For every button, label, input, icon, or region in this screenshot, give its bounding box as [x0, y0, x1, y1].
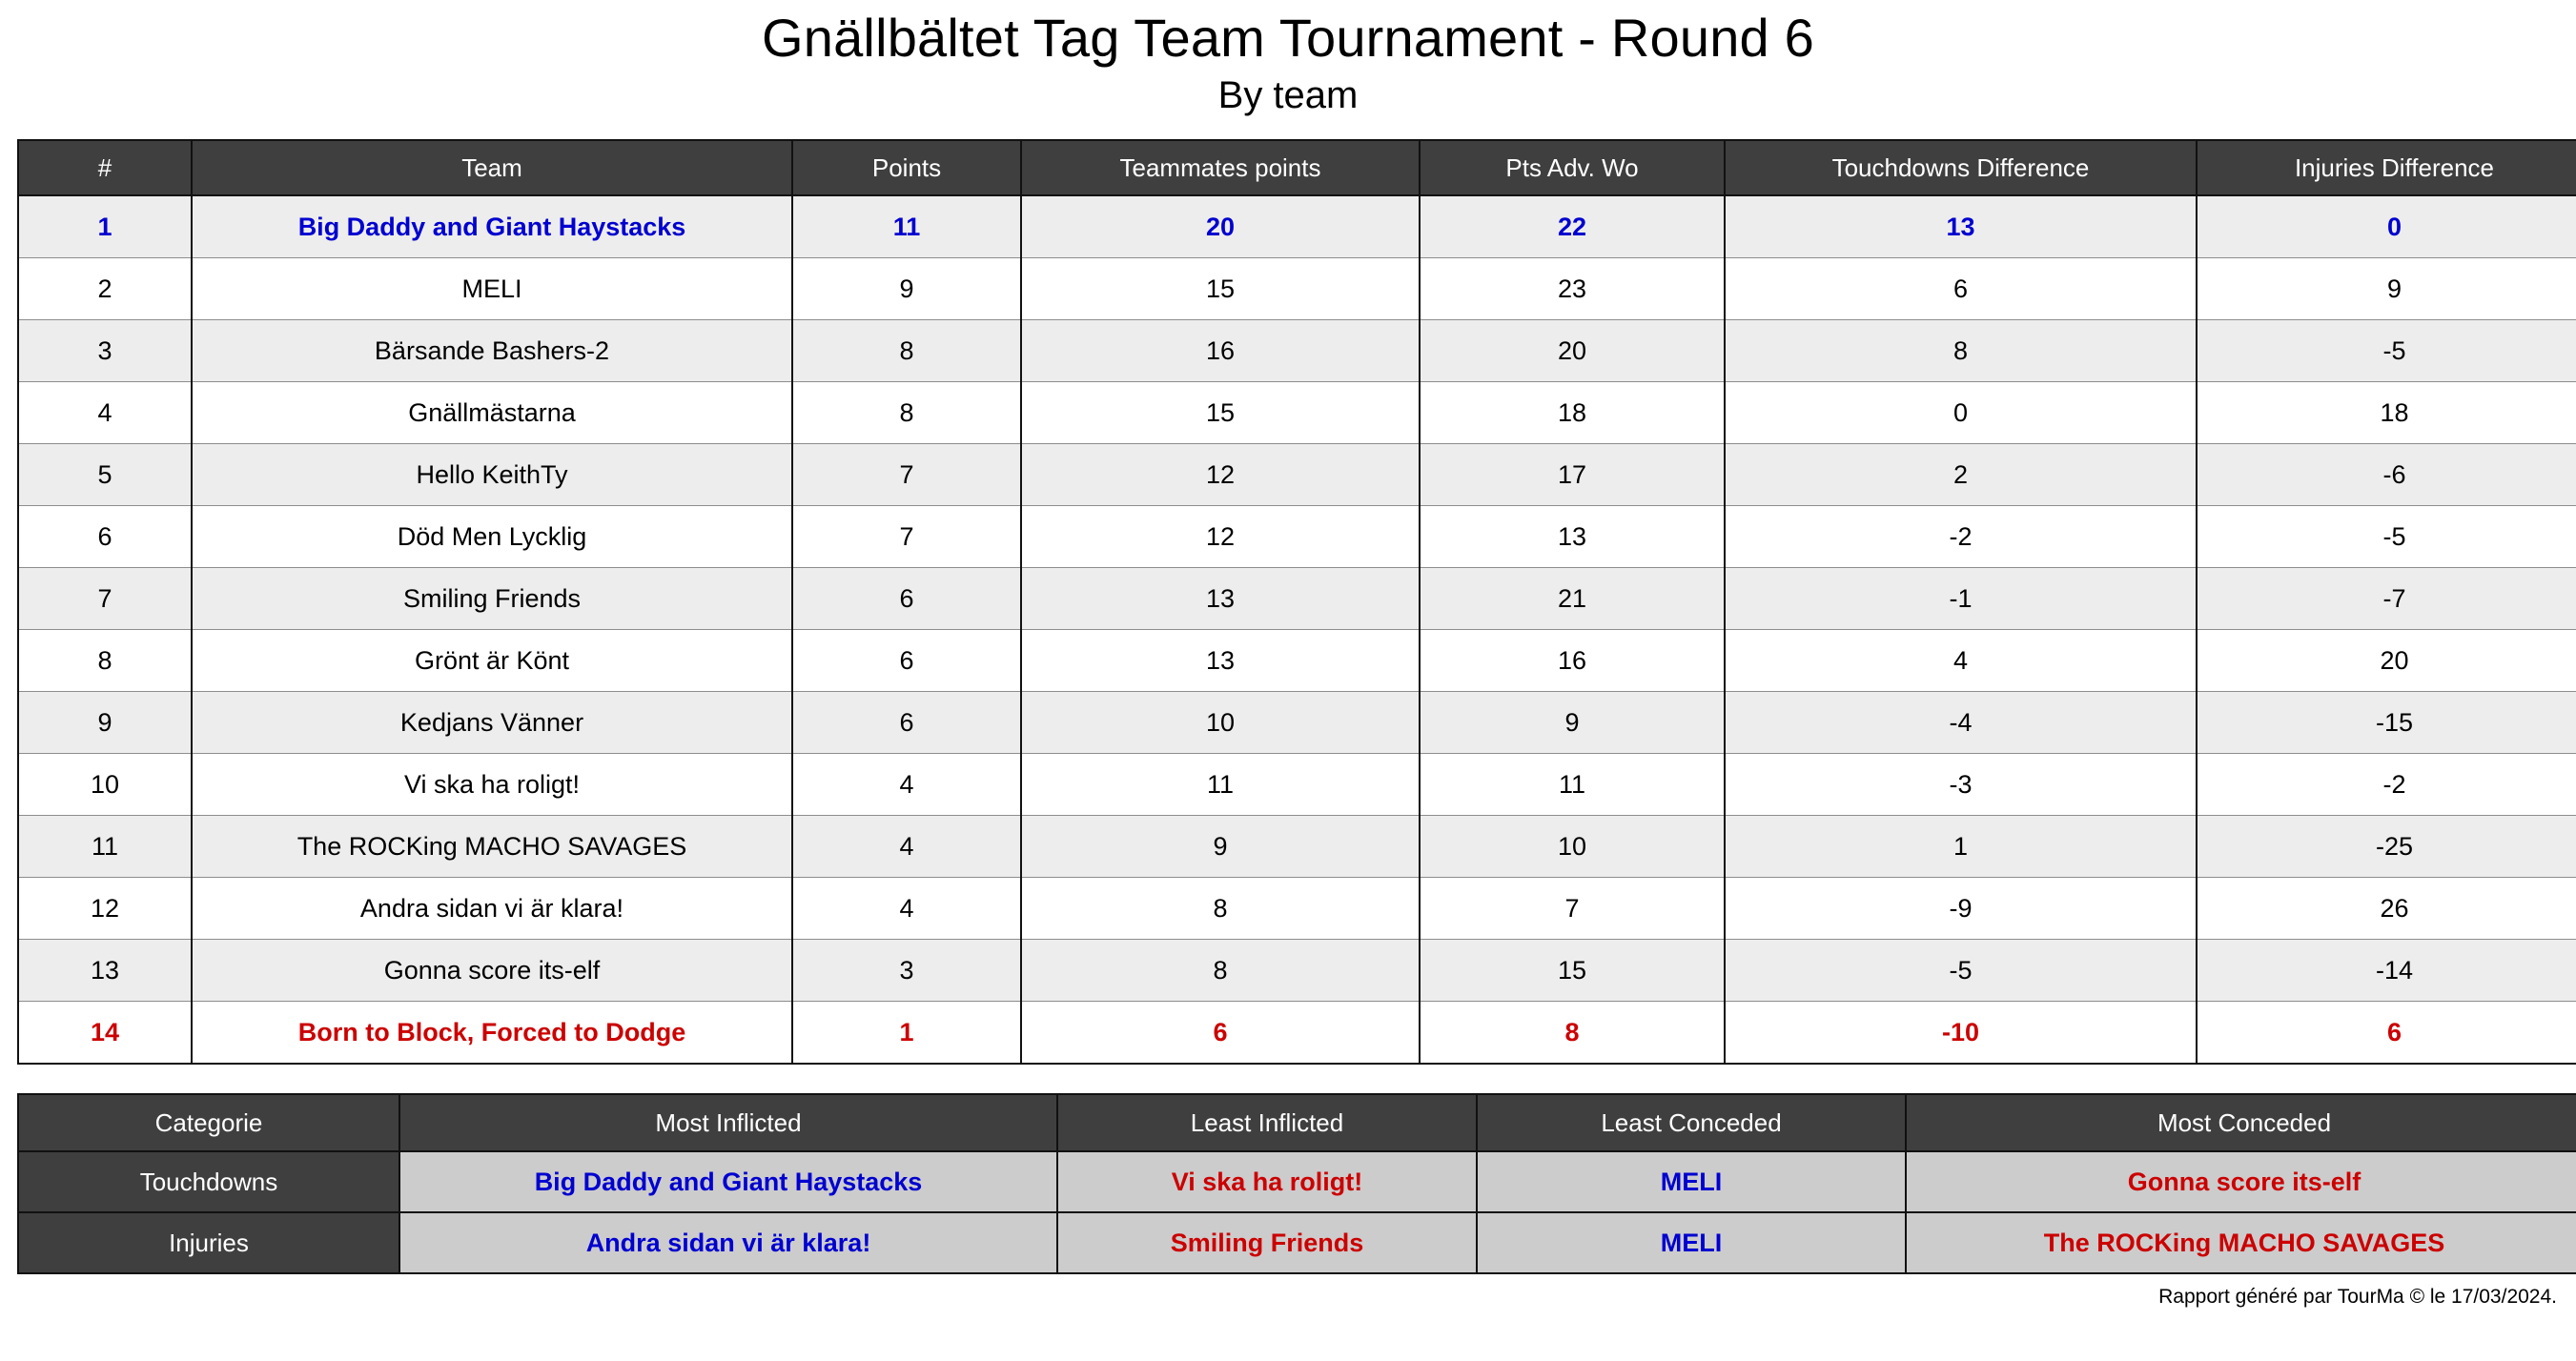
cell-pts-adv-wo: 11 [1420, 754, 1725, 816]
cell-team: Död Men Lycklig [192, 506, 792, 568]
cell-points: 1 [792, 1002, 1021, 1065]
cell-teammates-points: 15 [1021, 258, 1420, 320]
cell-points: 4 [792, 878, 1021, 940]
cell-team: Gnällmästarna [192, 382, 792, 444]
cell-td-diff: -9 [1725, 878, 2197, 940]
summary-least-inflicted: Smiling Friends [1057, 1212, 1477, 1273]
summary-header-row [18, 1094, 2576, 1151]
cell-inj-diff: -6 [2197, 444, 2576, 506]
cell-rank: 13 [18, 940, 192, 1002]
cell-inj-diff: -25 [2197, 816, 2576, 878]
cell-td-diff: 1 [1725, 816, 2197, 878]
cell-td-diff: -3 [1725, 754, 2197, 816]
cell-points: 6 [792, 568, 1021, 630]
cell-td-diff: -1 [1725, 568, 2197, 630]
table-row [18, 506, 2576, 568]
summary-least-inflicted: Vi ska ha roligt! [1057, 1151, 1477, 1212]
cell-pts-adv-wo: 21 [1420, 568, 1725, 630]
column-header-categorie: Categorie [18, 1094, 399, 1151]
cell-inj-diff: -14 [2197, 940, 2576, 1002]
column-header-touchdowns-difference: Touchdowns Difference [1725, 140, 2197, 195]
summary-category-label: Injuries [18, 1212, 399, 1273]
cell-teammates-points: 15 [1021, 382, 1420, 444]
cell-rank: 4 [18, 382, 192, 444]
cell-teammates-points: 6 [1021, 1002, 1420, 1065]
cell-pts-adv-wo: 13 [1420, 506, 1725, 568]
cell-teammates-points: 20 [1021, 195, 1420, 258]
table-row [18, 1002, 2576, 1065]
column-header-pts-adv-wo: Pts Adv. Wo [1420, 140, 1725, 195]
cell-teammates-points: 12 [1021, 444, 1420, 506]
table-row [18, 940, 2576, 1002]
cell-td-diff: 0 [1725, 382, 2197, 444]
cell-td-diff: -4 [1725, 692, 2197, 754]
summary-most-inflicted: Andra sidan vi är klara! [399, 1212, 1057, 1273]
cell-teammates-points: 13 [1021, 568, 1420, 630]
table-row [18, 630, 2576, 692]
table-row [18, 444, 2576, 506]
cell-pts-adv-wo: 16 [1420, 630, 1725, 692]
cell-rank: 11 [18, 816, 192, 878]
cell-points: 4 [792, 754, 1021, 816]
cell-inj-diff: -15 [2197, 692, 2576, 754]
cell-rank: 2 [18, 258, 192, 320]
cell-team: Grönt är Könt [192, 630, 792, 692]
cell-pts-adv-wo: 22 [1420, 195, 1725, 258]
cell-td-diff: 4 [1725, 630, 2197, 692]
cell-team: Gonna score its-elf [192, 940, 792, 1002]
table-row [18, 258, 2576, 320]
cell-pts-adv-wo: 17 [1420, 444, 1725, 506]
cell-team: MELI [192, 258, 792, 320]
page-title: Gnällbältet Tag Team Tournament - Round 6 [761, 8, 1814, 68]
standings-header-row [18, 140, 2576, 195]
cell-team: Born to Block, Forced to Dodge [192, 1002, 792, 1065]
cell-td-diff: -10 [1725, 1002, 2197, 1065]
cell-rank: 14 [18, 1002, 192, 1065]
column-header-points: Points [792, 140, 1021, 195]
cell-pts-adv-wo: 15 [1420, 940, 1725, 1002]
cell-inj-diff: -5 [2197, 506, 2576, 568]
report-footer: Rapport généré par TourMa © le 17/03/2024. [2158, 1286, 2557, 1309]
cell-td-diff: 13 [1725, 195, 2197, 258]
column-header-teammates-points: Teammates points [1021, 140, 1420, 195]
summary-least-conceded: MELI [1477, 1212, 1906, 1273]
cell-rank: 1 [18, 195, 192, 258]
cell-td-diff: -2 [1725, 506, 2197, 568]
cell-points: 11 [792, 195, 1021, 258]
table-row [18, 816, 2576, 878]
cell-team: The ROCKing MACHO SAVAGES [192, 816, 792, 878]
cell-team: Big Daddy and Giant Haystacks [192, 195, 792, 258]
cell-points: 7 [792, 444, 1021, 506]
column-header-least-inflicted: Least Inflicted [1057, 1094, 1477, 1151]
table-row [18, 320, 2576, 382]
column-header-most-conceded: Most Conceded [1906, 1094, 2576, 1151]
cell-points: 8 [792, 382, 1021, 444]
standings-table [17, 139, 2576, 1065]
column-header-rank: # [18, 140, 192, 195]
column-header-team: Team [192, 140, 792, 195]
cell-teammates-points: 8 [1021, 878, 1420, 940]
cell-pts-adv-wo: 10 [1420, 816, 1725, 878]
cell-inj-diff: 6 [2197, 1002, 2576, 1065]
summary-category-label: Touchdowns [18, 1151, 399, 1212]
cell-points: 6 [792, 630, 1021, 692]
column-header-injuries-difference: Injuries Difference [2197, 140, 2576, 195]
cell-team: Smiling Friends [192, 568, 792, 630]
cell-rank: 5 [18, 444, 192, 506]
cell-rank: 3 [18, 320, 192, 382]
cell-td-diff: 2 [1725, 444, 2197, 506]
cell-inj-diff: 20 [2197, 630, 2576, 692]
cell-points: 4 [792, 816, 1021, 878]
summary-table [17, 1093, 2576, 1274]
cell-points: 7 [792, 506, 1021, 568]
cell-pts-adv-wo: 20 [1420, 320, 1725, 382]
cell-points: 3 [792, 940, 1021, 1002]
cell-points: 6 [792, 692, 1021, 754]
cell-team: Kedjans Vänner [192, 692, 792, 754]
column-header-least-conceded: Least Conceded [1477, 1094, 1906, 1151]
cell-teammates-points: 11 [1021, 754, 1420, 816]
report-page [0, 10, 2576, 1361]
cell-inj-diff: 9 [2197, 258, 2576, 320]
cell-pts-adv-wo: 18 [1420, 382, 1725, 444]
cell-inj-diff: -7 [2197, 568, 2576, 630]
table-row [18, 382, 2576, 444]
summary-row-touchdowns [18, 1151, 2576, 1212]
cell-pts-adv-wo: 23 [1420, 258, 1725, 320]
cell-rank: 6 [18, 506, 192, 568]
cell-inj-diff: -5 [2197, 320, 2576, 382]
cell-td-diff: 6 [1725, 258, 2197, 320]
summary-most-conceded: Gonna score its-elf [1906, 1151, 2576, 1212]
column-header-most-inflicted: Most Inflicted [399, 1094, 1057, 1151]
cell-rank: 9 [18, 692, 192, 754]
cell-td-diff: -5 [1725, 940, 2197, 1002]
table-row [18, 568, 2576, 630]
cell-points: 8 [792, 320, 1021, 382]
cell-inj-diff: 18 [2197, 382, 2576, 444]
table-row [18, 692, 2576, 754]
cell-team: Hello KeithTy [192, 444, 792, 506]
cell-teammates-points: 9 [1021, 816, 1420, 878]
cell-team: Bärsande Bashers-2 [192, 320, 792, 382]
cell-pts-adv-wo: 7 [1420, 878, 1725, 940]
page-subtitle: By team [1217, 74, 1359, 117]
cell-team: Andra sidan vi är klara! [192, 878, 792, 940]
cell-teammates-points: 13 [1021, 630, 1420, 692]
cell-points: 9 [792, 258, 1021, 320]
table-row [18, 754, 2576, 816]
cell-teammates-points: 8 [1021, 940, 1420, 1002]
cell-inj-diff: -2 [2197, 754, 2576, 816]
summary-row-injuries [18, 1212, 2576, 1273]
cell-rank: 10 [18, 754, 192, 816]
cell-td-diff: 8 [1725, 320, 2197, 382]
table-row [18, 195, 2576, 258]
cell-pts-adv-wo: 9 [1420, 692, 1725, 754]
cell-rank: 8 [18, 630, 192, 692]
summary-most-conceded: The ROCKing MACHO SAVAGES [1906, 1212, 2576, 1273]
summary-least-conceded: MELI [1477, 1151, 1906, 1212]
summary-most-inflicted: Big Daddy and Giant Haystacks [399, 1151, 1057, 1212]
cell-pts-adv-wo: 8 [1420, 1002, 1725, 1065]
cell-rank: 12 [18, 878, 192, 940]
cell-rank: 7 [18, 568, 192, 630]
table-row [18, 878, 2576, 940]
cell-team: Vi ska ha roligt! [192, 754, 792, 816]
cell-teammates-points: 10 [1021, 692, 1420, 754]
cell-teammates-points: 12 [1021, 506, 1420, 568]
cell-inj-diff: 26 [2197, 878, 2576, 940]
cell-inj-diff: 0 [2197, 195, 2576, 258]
cell-teammates-points: 16 [1021, 320, 1420, 382]
